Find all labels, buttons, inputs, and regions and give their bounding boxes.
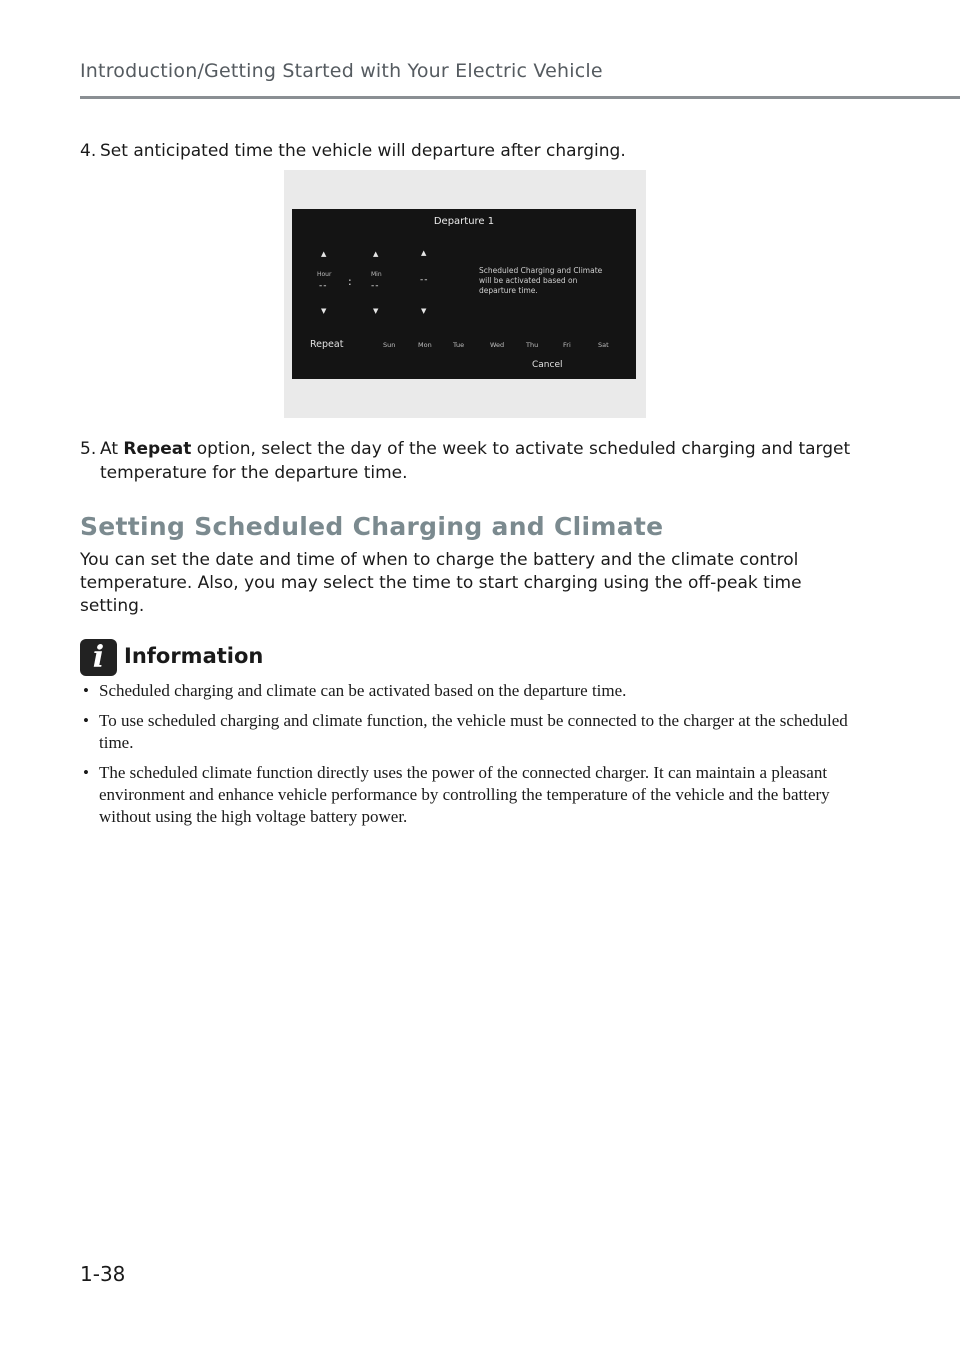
ampm-value: -- bbox=[420, 275, 429, 285]
step-4-text: Set anticipated time the vehicle will departure after charging. bbox=[100, 141, 626, 161]
day-wed: Wed bbox=[490, 341, 505, 349]
min-value: -- bbox=[371, 281, 380, 291]
message-line: departure time. bbox=[479, 286, 538, 295]
step-4 bbox=[80, 139, 626, 163]
step-5-text-cont: temperature for the departure time. bbox=[100, 463, 408, 483]
step-4-number: 4. bbox=[80, 141, 97, 161]
day-sun: Sun bbox=[383, 341, 396, 349]
hour-value: -- bbox=[319, 281, 328, 291]
bullet-icon: • bbox=[83, 681, 89, 700]
list-item bbox=[80, 762, 848, 828]
screen-title: Departure 1 bbox=[433, 216, 495, 227]
list-item bbox=[80, 710, 848, 754]
hour-down-arrow-icon: ▼ bbox=[321, 307, 327, 315]
message-line: will be activated based on bbox=[479, 276, 578, 285]
list-item-text: The scheduled climate function directly uses the power of the connected charger. It can maintain a pleasant environment and enhance vehicle performance by controlling the temperature of the vehicle and the battery without using the high voltage battery power. bbox=[99, 763, 830, 826]
header-divider bbox=[80, 96, 960, 99]
min-label: Min bbox=[371, 271, 382, 278]
page-header-title: Introduction/Getting Started with Your Electric Vehicle bbox=[80, 60, 603, 82]
departure-screen-image bbox=[292, 209, 636, 379]
bullet-icon: • bbox=[83, 711, 89, 730]
min-down-arrow-icon: ▼ bbox=[373, 307, 379, 315]
day-mon: Mon bbox=[418, 341, 432, 349]
section-body: You can set the date and time of when to charge the battery and the climate control temperature. Also, you may select the time to start charging using the off-peak time setting. bbox=[80, 550, 802, 616]
ampm-up-arrow-icon: ▲ bbox=[421, 249, 427, 257]
information-title: Information bbox=[124, 644, 264, 668]
information-list bbox=[80, 680, 848, 836]
step-5-number: 5. bbox=[80, 439, 97, 459]
day-tue: Tue bbox=[453, 341, 465, 349]
bullet-icon: • bbox=[83, 763, 89, 782]
message-line: Scheduled Charging and Climate bbox=[479, 266, 603, 275]
time-colon: : bbox=[348, 275, 352, 288]
min-up-arrow-icon: ▲ bbox=[373, 250, 379, 258]
step-5 bbox=[80, 437, 850, 485]
ampm-down-arrow-icon: ▼ bbox=[421, 307, 427, 315]
cancel-label: Cancel bbox=[532, 360, 563, 370]
day-fri: Fri bbox=[563, 341, 571, 349]
step-5-bold: Repeat bbox=[123, 439, 192, 459]
list-item-text: Scheduled charging and climate can be activated based on the departure time. bbox=[99, 681, 627, 700]
hour-up-arrow-icon: ▲ bbox=[321, 250, 327, 258]
list-item-text: To use scheduled charging and climate function, the vehicle must be connected to the charger at the scheduled time. bbox=[99, 711, 848, 752]
day-thu: Thu bbox=[526, 341, 539, 349]
section-heading: Setting Scheduled Charging and Climate bbox=[80, 512, 664, 541]
list-item bbox=[80, 680, 848, 702]
step-5-text: option, select the day of the week to activate scheduled charging and target bbox=[191, 439, 851, 459]
hour-label: Hour bbox=[317, 271, 332, 278]
screen-message bbox=[479, 266, 629, 296]
repeat-label: Repeat bbox=[310, 339, 344, 350]
day-sat: Sat bbox=[598, 341, 609, 349]
information-icon: i bbox=[80, 639, 117, 676]
page-number: 1-38 bbox=[80, 1262, 126, 1286]
step-5-prefix: At bbox=[100, 439, 124, 459]
